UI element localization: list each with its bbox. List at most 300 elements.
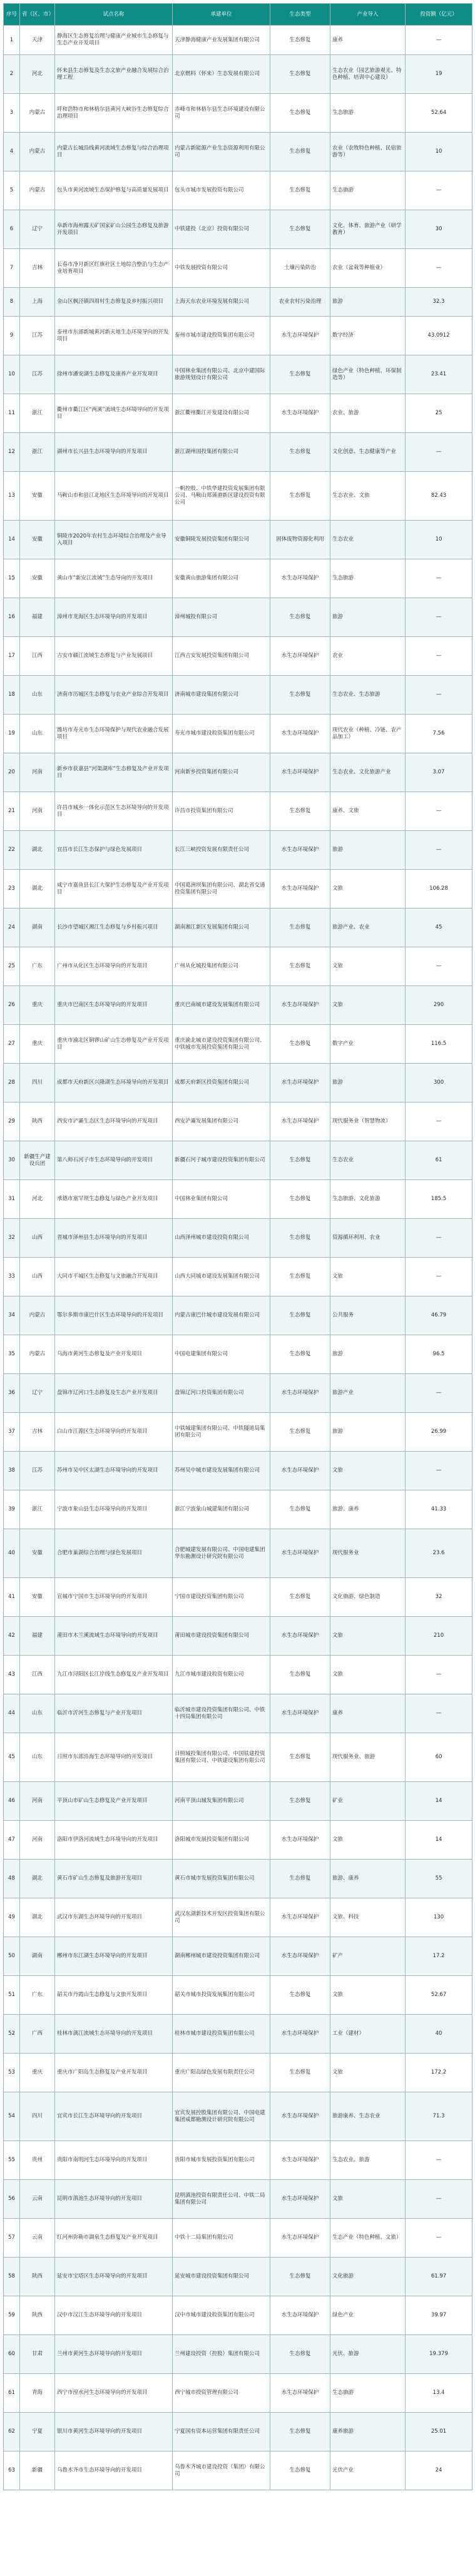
col-header-investment: 投资额（亿元） <box>406 4 472 26</box>
cell-no: 50 <box>4 1937 20 1976</box>
cell-province: 湖北 <box>20 870 55 909</box>
cell-investment: 52.64 <box>406 94 472 133</box>
cell-type: 生态修复 <box>270 1578 330 1617</box>
cell-name: 韶关市丹霞山生态修复与文旅开发项目 <box>55 1976 173 2015</box>
cell-type: 生态修复 <box>270 676 330 715</box>
cell-industry: 旅游康养、生态农业 <box>330 2092 406 2141</box>
cell-no: 37 <box>4 1413 20 1452</box>
cell-industry: 文旅 <box>330 870 406 909</box>
cell-builder: 贵阳市城市发展投资集团有限公司 <box>173 2141 270 2180</box>
cell-type: 生态修复 <box>270 1656 330 1694</box>
col-header-name: 试点名称 <box>55 4 173 26</box>
table-row <box>4 1578 472 1617</box>
cell-no: 11 <box>4 394 20 433</box>
cell-type: 水生态环境保护 <box>270 637 330 676</box>
cell-name: 泰州市东部新城黄河新天地生态环境导向的开发项目 <box>55 317 173 355</box>
cell-type: 生态修复 <box>270 1490 330 1529</box>
cell-type: 生态修复 <box>270 1976 330 2015</box>
table-row <box>4 1180 472 1219</box>
cell-no: 23 <box>4 870 20 909</box>
cell-investment: 24 <box>406 2451 472 2490</box>
cell-investment: 61.97 <box>406 2258 472 2296</box>
cell-builder: 九江市城市建设投资有限公司 <box>173 1656 270 1694</box>
cell-type: 水生态环境保护 <box>270 1617 330 1656</box>
cell-type: 生态修复 <box>270 2413 330 2451</box>
cell-type: 水生态环境保护 <box>270 394 330 433</box>
table-row <box>4 1976 472 2015</box>
cell-province: 甘肃 <box>20 2335 55 2374</box>
cell-name: 盘锦市辽河口生态修复及生态产业开发项目 <box>55 1374 173 1413</box>
cell-name: 宁波市象山县生态环境导向的开发项目 <box>55 1490 173 1529</box>
cell-builder: 中国电建集团有限公司 <box>173 1335 270 1374</box>
cell-province: 安徽 <box>20 1578 55 1617</box>
cell-province: 上海 <box>20 288 55 317</box>
cell-no: 34 <box>4 1296 20 1335</box>
cell-name: 成都市天府新区兴隆湖生态环境导向的开发项目 <box>55 1064 173 1102</box>
table-row <box>4 598 472 637</box>
cell-type: 水生态环境保护 <box>270 2141 330 2180</box>
cell-no: 47 <box>4 1821 20 1860</box>
cell-no: 51 <box>4 1976 20 2015</box>
cell-name: 包头市黄河流域生态保护修复与高质量发展项目 <box>55 171 173 210</box>
cell-type: 生态修复 <box>270 947 330 986</box>
project-table <box>3 3 472 2490</box>
cell-builder: 湖南郴州城市建设投资集团有限公司 <box>173 1937 270 1976</box>
cell-type: 水生态环境保护 <box>270 2219 330 2258</box>
table-row <box>4 1413 472 1452</box>
cell-investment: 300 <box>406 1064 472 1102</box>
cell-investment: 43.0912 <box>406 317 472 355</box>
cell-builder: 一帆控股、中铁华建投资发展集团有限公司、马鞍山郑蒲港新区建设投资有限公司 <box>173 472 270 521</box>
cell-name: 济南市历城区生态修复与农业产业综合开发项目 <box>55 676 173 715</box>
cell-province: 宁夏 <box>20 2413 55 2451</box>
cell-province: 湖南 <box>20 909 55 947</box>
cell-industry: 旅游 <box>330 1413 406 1452</box>
cell-type: 土壤污染防治 <box>270 249 330 288</box>
cell-investment: — <box>406 1374 472 1413</box>
cell-no: 25 <box>4 947 20 986</box>
cell-industry: 公共服务 <box>330 1296 406 1335</box>
cell-investment: 45 <box>406 909 472 947</box>
cell-industry: 生态农业、文旅 <box>330 472 406 521</box>
table-row <box>4 1782 472 1821</box>
cell-name: 铜陵市2020年农村生态环境综合治理及产业导入项目 <box>55 521 173 559</box>
cell-industry: 光伏、旅游 <box>330 2335 406 2374</box>
cell-builder: 武汉东湖新技术开发区投资集团有限公司 <box>173 1898 270 1937</box>
cell-name: 长沙市望城区湘江生态修复与乡村振兴项目 <box>55 909 173 947</box>
cell-builder: 浙江宁波象山城建集团有限公司 <box>173 1490 270 1529</box>
cell-province: 内蒙古 <box>20 1296 55 1335</box>
cell-province: 浙江 <box>20 433 55 472</box>
cell-builder: 山西大同城市建设发展集团有限公司 <box>173 1258 270 1296</box>
cell-industry: 矿业 <box>330 1782 406 1821</box>
cell-type: 水生态环境保护 <box>270 1452 330 1490</box>
cell-industry: 康养 <box>330 1694 406 1733</box>
cell-type: 水生态环境保护 <box>270 2374 330 2413</box>
table-row <box>4 2296 472 2335</box>
cell-type: 生态修复 <box>270 1296 330 1335</box>
table-row <box>4 288 472 317</box>
cell-investment: 23.6 <box>406 1529 472 1578</box>
cell-no: 57 <box>4 2219 20 2258</box>
cell-type: 生态修复 <box>270 909 330 947</box>
cell-type: 生态修复 <box>270 1733 330 1782</box>
cell-industry: 生态农业、生态旅游 <box>330 676 406 715</box>
cell-no: 58 <box>4 2258 20 2296</box>
cell-name: 鄂尔多斯市康巴什区生态环境导向的开发项目 <box>55 1296 173 1335</box>
cell-no: 43 <box>4 1656 20 1694</box>
cell-name: 乌鲁木齐市生态环境导向的开发项目 <box>55 2451 173 2490</box>
cell-type: 水生态环境保护 <box>270 2092 330 2141</box>
cell-industry: 旅游 <box>330 1064 406 1102</box>
cell-builder: 江西吉安发展投资集团有限公司 <box>173 637 270 676</box>
cell-investment: — <box>406 947 472 986</box>
cell-industry: 康养旅游 <box>330 2413 406 2451</box>
col-header-type: 生态类型 <box>270 4 330 26</box>
cell-type: 水生态环境保护 <box>270 317 330 355</box>
table-body <box>4 26 472 2490</box>
cell-industry: 生态农业 <box>330 1141 406 1180</box>
cell-no: 44 <box>4 1694 20 1733</box>
table-row <box>4 831 472 870</box>
cell-industry: 生态农业、文化旅游产业 <box>330 753 406 792</box>
cell-province: 广西 <box>20 2015 55 2054</box>
cell-type: 水生态环境保护 <box>270 1064 330 1102</box>
table-row <box>4 2258 472 2296</box>
table-row <box>4 1733 472 1782</box>
cell-no: 49 <box>4 1898 20 1937</box>
cell-industry: 生态旅游 <box>330 94 406 133</box>
cell-industry: 旅游 <box>330 288 406 317</box>
cell-no: 52 <box>4 2015 20 2054</box>
cell-name: 重庆市渝北区铜锣山矿山生态修复及产业开发项目 <box>55 1025 173 1064</box>
cell-name: 合肥市巢湖综合治理与绿色发展项目 <box>55 1529 173 1578</box>
cell-investment: 23.41 <box>406 355 472 394</box>
cell-province: 内蒙古 <box>20 1335 55 1374</box>
table-row <box>4 637 472 676</box>
cell-investment: — <box>406 249 472 288</box>
cell-industry: 生态旅游 <box>330 171 406 210</box>
cell-name: 长春市净月新区红旗社区土地综合整治与生态产业培育项目 <box>55 249 173 288</box>
cell-investment: 32 <box>406 1578 472 1617</box>
cell-province: 广东 <box>20 1976 55 2015</box>
cell-investment: — <box>406 2180 472 2219</box>
table-row <box>4 249 472 288</box>
cell-type: 生态修复 <box>270 171 330 210</box>
cell-investment: 290 <box>406 986 472 1025</box>
cell-investment: 172.2 <box>406 2054 472 2092</box>
cell-no: 1 <box>4 26 20 55</box>
cell-province: 湖北 <box>20 1860 55 1898</box>
cell-no: 4 <box>4 133 20 171</box>
cell-no: 59 <box>4 2296 20 2335</box>
cell-type: 生态修复 <box>270 2054 330 2092</box>
cell-builder: 内蒙古康巴什城市建设发展有限公司 <box>173 1296 270 1335</box>
cell-builder: 济南城市建设集团有限公司 <box>173 676 270 715</box>
cell-industry: 文旅 <box>330 986 406 1025</box>
cell-name: 衢州市衢江区“两溪”流域生态环境导向的开发项目 <box>55 394 173 433</box>
cell-builder: 宁国市建设投资集团有限公司 <box>173 1578 270 1617</box>
cell-industry: 数字经济 <box>330 317 406 355</box>
cell-builder: 长江三峡投资发展有限责任公司 <box>173 831 270 870</box>
cell-builder: 重庆渝北城市建设投资集团有限公司、中铁城市发展投资集团有限公司 <box>173 1025 270 1064</box>
cell-province: 贵州 <box>20 2141 55 2180</box>
cell-name: 静海区生态修复治理与健康产业城市生态修复与生态产业开发项目 <box>55 26 173 55</box>
cell-name: 阜新市海州露天矿国家矿山公园生态修复及旅游开发项目 <box>55 210 173 249</box>
cell-province: 青海 <box>20 2374 55 2413</box>
cell-investment: 25 <box>406 394 472 433</box>
cell-no: 7 <box>4 249 20 288</box>
cell-name: 许昌市城乡一体化示范区生态环境导向的开发项目 <box>55 792 173 831</box>
cell-builder: 合肥城建发展有限公司、中国电建集团华东勘测设计研究院有限公司 <box>173 1529 270 1578</box>
cell-investment: 61 <box>406 1141 472 1180</box>
cell-province: 四川 <box>20 1064 55 1102</box>
cell-investment: 39.97 <box>406 2296 472 2335</box>
cell-industry: 生态农业、旅游 <box>330 2141 406 2180</box>
cell-name: 日照市东部沿海生态环境导向的开发项目 <box>55 1733 173 1782</box>
cell-no: 39 <box>4 1490 20 1529</box>
cell-name: 西安市浐灞生态区生态环境导向的开发项目 <box>55 1102 173 1141</box>
cell-builder: 浙江湖州国投集团有限公司 <box>173 433 270 472</box>
cell-industry: 农业（农牧特色种植、民宿旅游等） <box>330 133 406 171</box>
cell-no: 46 <box>4 1782 20 1821</box>
cell-builder: 兰州建设投资（控股）集团有限公司 <box>173 2335 270 2374</box>
cell-builder: 成都天府新区投资集团有限公司 <box>173 1064 270 1102</box>
cell-investment: 96.5 <box>406 1335 472 1374</box>
cell-builder: 延安城市建设投资集团有限公司 <box>173 2258 270 2296</box>
cell-industry: 农业、旅游 <box>330 394 406 433</box>
cell-province: 河北 <box>20 1180 55 1219</box>
cell-investment: 3.07 <box>406 753 472 792</box>
cell-builder: 韶关市城市投资发展集团有限公司 <box>173 1976 270 2015</box>
cell-province: 江苏 <box>20 355 55 394</box>
table-row <box>4 2335 472 2374</box>
cell-province: 山东 <box>20 715 55 753</box>
table-row <box>4 55 472 94</box>
cell-province: 吉林 <box>20 249 55 288</box>
cell-type: 水生态环境保护 <box>270 715 330 753</box>
cell-province: 陕西 <box>20 1102 55 1141</box>
cell-industry: 现代农业（种植、冷链、农产品加工） <box>330 715 406 753</box>
cell-no: 45 <box>4 1733 20 1782</box>
cell-type: 生态修复 <box>270 1413 330 1452</box>
cell-investment: 82.43 <box>406 472 472 521</box>
cell-name: 徐州市潘安湖生态修复及康养产业开发项目 <box>55 355 173 394</box>
cell-industry: 文旅、科技 <box>330 1898 406 1937</box>
cell-province: 内蒙古 <box>20 171 55 210</box>
cell-name: 临沂市沂河生态修复与产业开发项目 <box>55 1694 173 1733</box>
cell-province: 山西 <box>20 1258 55 1296</box>
cell-type: 水生态环境保护 <box>270 870 330 909</box>
cell-builder: 寿光市城市建设投资集团有限公司 <box>173 715 270 753</box>
cell-builder: 宜宾发展控股集团有限公司、中国电建集团成都勘测设计研究院有限公司 <box>173 2092 270 2141</box>
cell-investment: — <box>406 171 472 210</box>
table-row <box>4 1296 472 1335</box>
cell-type: 水生态环境保护 <box>270 1529 330 1578</box>
cell-no: 55 <box>4 2141 20 2180</box>
cell-type: 水生态环境保护 <box>270 559 330 598</box>
cell-investment: 30 <box>406 210 472 249</box>
table-row <box>4 1335 472 1374</box>
cell-builder: 重庆广阳岛绿色发展有限责任公司 <box>173 2054 270 2092</box>
cell-no: 36 <box>4 1374 20 1413</box>
cell-name: 郴州市东江湖生态环境导向的开发项目 <box>55 1937 173 1976</box>
cell-name: 广州市从化区生态环境导向的开发项目 <box>55 947 173 986</box>
table-row <box>4 909 472 947</box>
cell-type: 固体废物资源化利用 <box>270 521 330 559</box>
cell-industry: 文旅 <box>330 2180 406 2219</box>
cell-no: 38 <box>4 1452 20 1490</box>
cell-industry: 旅游产业、农业 <box>330 909 406 947</box>
cell-type: 生态修复 <box>270 2451 330 2490</box>
table-row <box>4 133 472 171</box>
table-row <box>4 986 472 1025</box>
cell-investment: — <box>406 559 472 598</box>
cell-province: 浙江 <box>20 1490 55 1529</box>
cell-industry: 文旅 <box>330 1976 406 2015</box>
cell-type: 生态修复 <box>270 26 330 55</box>
cell-builder: 北京燃料（怀来）生态发展有限公司 <box>173 55 270 94</box>
cell-type: 生态修复 <box>270 1335 330 1374</box>
cell-type: 生态修复 <box>270 210 330 249</box>
cell-name: 白山市江源区生态环境导向的开发项目 <box>55 1413 173 1452</box>
cell-builder: 宁夏国有资本运营集团有限责任公司 <box>173 2413 270 2451</box>
cell-no: 15 <box>4 559 20 598</box>
cell-name: 兰州市黄河生态环境导向的开发项目 <box>55 2335 173 2374</box>
cell-no: 8 <box>4 288 20 317</box>
table-row <box>4 2141 472 2180</box>
table-row <box>4 1656 472 1694</box>
cell-province: 陕西 <box>20 2296 55 2335</box>
cell-industry: 现代服务业、旅游 <box>330 1733 406 1782</box>
cell-province: 江苏 <box>20 1452 55 1490</box>
table-row <box>4 1937 472 1976</box>
table-row <box>4 2015 472 2054</box>
cell-name: 宜宾市长江生态环境导向的开发项目 <box>55 2092 173 2141</box>
cell-no: 33 <box>4 1258 20 1296</box>
cell-province: 天津 <box>20 26 55 55</box>
cell-industry: 生态农业（园艺旅游观光、特色种植、培训中心建设） <box>330 55 406 94</box>
cell-name: 马鞍山市和县江北地区生态环境导向的开发项目 <box>55 472 173 521</box>
cell-investment: — <box>406 792 472 831</box>
cell-no: 2 <box>4 55 20 94</box>
cell-no: 5 <box>4 171 20 210</box>
cell-province: 江西 <box>20 637 55 676</box>
cell-type: 水生态环境保护 <box>270 1821 330 1860</box>
cell-investment: — <box>406 1258 472 1296</box>
cell-name: 内蒙古长城沿线黄河流域生态修复与综合治理项目 <box>55 133 173 171</box>
cell-investment: — <box>406 1656 472 1694</box>
cell-no: 56 <box>4 2180 20 2219</box>
table-row <box>4 1141 472 1180</box>
cell-type: 水生态环境保护 <box>270 1694 330 1733</box>
cell-province: 广东 <box>20 947 55 986</box>
cell-investment: 40 <box>406 2015 472 2054</box>
cell-no: 22 <box>4 831 20 870</box>
cell-province: 安徽 <box>20 559 55 598</box>
cell-no: 14 <box>4 521 20 559</box>
cell-investment: 19.379 <box>406 2335 472 2374</box>
cell-no: 48 <box>4 1860 20 1898</box>
cell-name: 重庆市广阳岛生态修复及产业开发项目 <box>55 2054 173 2092</box>
table-row <box>4 1064 472 1102</box>
cell-builder: 洛阳城市发展投资集团有限公司 <box>173 1821 270 1860</box>
cell-industry: 生态农业 <box>330 521 406 559</box>
cell-no: 62 <box>4 2413 20 2451</box>
cell-name: 湖州市长兴县生态环境导向的开发项目 <box>55 433 173 472</box>
table-row <box>4 2451 472 2490</box>
table-row <box>4 94 472 133</box>
cell-name: 平顶山市矿山生态修复及产业开发项目 <box>55 1782 173 1821</box>
table-row <box>4 870 472 909</box>
cell-province: 辽宁 <box>20 1374 55 1413</box>
cell-builder: 河南平顶山城发集团有限公司 <box>173 1782 270 1821</box>
cell-name: 漳州市龙海区生态环境导向的开发项目 <box>55 598 173 637</box>
cell-investment: 32.3 <box>406 288 472 317</box>
cell-no: 21 <box>4 792 20 831</box>
cell-name: 洛阳市伊洛河流域生态环境导向的开发项目 <box>55 1821 173 1860</box>
cell-name: 重庆市巴南区生态环境导向的开发项目 <box>55 986 173 1025</box>
cell-no: 20 <box>4 753 20 792</box>
table-row <box>4 317 472 355</box>
cell-industry: 文化旅游 <box>330 2258 406 2296</box>
cell-industry: 生态产业（特色种植、文旅） <box>330 2219 406 2258</box>
cell-no: 31 <box>4 1180 20 1219</box>
cell-type: 生态修复 <box>270 1782 330 1821</box>
cell-builder: 山西泽州城市建设投资有限公司 <box>173 1219 270 1258</box>
cell-name: 新乡市获嘉县“河渠湖库”生态修复及产业开发项目 <box>55 753 173 792</box>
cell-type: 水生态环境保护 <box>270 831 330 870</box>
cell-type: 水生态环境保护 <box>270 1102 330 1141</box>
cell-builder: 西宁城市投资管理有限公司 <box>173 2374 270 2413</box>
cell-industry: 旅游、康养 <box>330 1860 406 1898</box>
cell-investment: 14 <box>406 1821 472 1860</box>
table-row <box>4 753 472 792</box>
cell-name: 晋城市泽州县生态环境导向的开发项目 <box>55 1219 173 1258</box>
cell-province: 吉林 <box>20 1413 55 1452</box>
cell-province: 安徽 <box>20 472 55 521</box>
cell-province: 重庆 <box>20 2054 55 2092</box>
cell-type: 生态修复 <box>270 598 330 637</box>
cell-investment: — <box>406 1694 472 1733</box>
cell-investment: 116.5 <box>406 1025 472 1064</box>
cell-type: 生态修复 <box>270 1025 330 1064</box>
cell-builder: 中国林业集团有限公司、北京中建国际旅游规划设计有限公司 <box>173 355 270 394</box>
cell-industry: 矿产 <box>330 1937 406 1976</box>
cell-builder: 中铁发展投资有限公司 <box>173 249 270 288</box>
cell-investment: 210 <box>406 1617 472 1656</box>
cell-type: 生态修复 <box>270 433 330 472</box>
cell-no: 9 <box>4 317 20 355</box>
cell-builder: 临沂城市建设投资集团有限公司、中铁十四局集团有限公司 <box>173 1694 270 1733</box>
cell-industry: 文旅 <box>330 1617 406 1656</box>
cell-name: 汉中市汉江生态环境导向的开发项目 <box>55 2296 173 2335</box>
cell-builder: 漳州城投有限公司 <box>173 598 270 637</box>
table-row <box>4 355 472 394</box>
cell-type: 水生态环境保护 <box>270 753 330 792</box>
cell-industry: 工业（建材） <box>330 2015 406 2054</box>
cell-no: 26 <box>4 986 20 1025</box>
cell-industry: 文旅 <box>330 1821 406 1860</box>
cell-no: 61 <box>4 2374 20 2413</box>
cell-industry: 旅游、康养 <box>330 1490 406 1529</box>
cell-investment: 106.28 <box>406 870 472 909</box>
table-row <box>4 2413 472 2451</box>
cell-investment: 14 <box>406 1782 472 1821</box>
cell-province: 安徽 <box>20 1529 55 1578</box>
cell-province: 陕西 <box>20 2258 55 2296</box>
cell-province: 山东 <box>20 1733 55 1782</box>
